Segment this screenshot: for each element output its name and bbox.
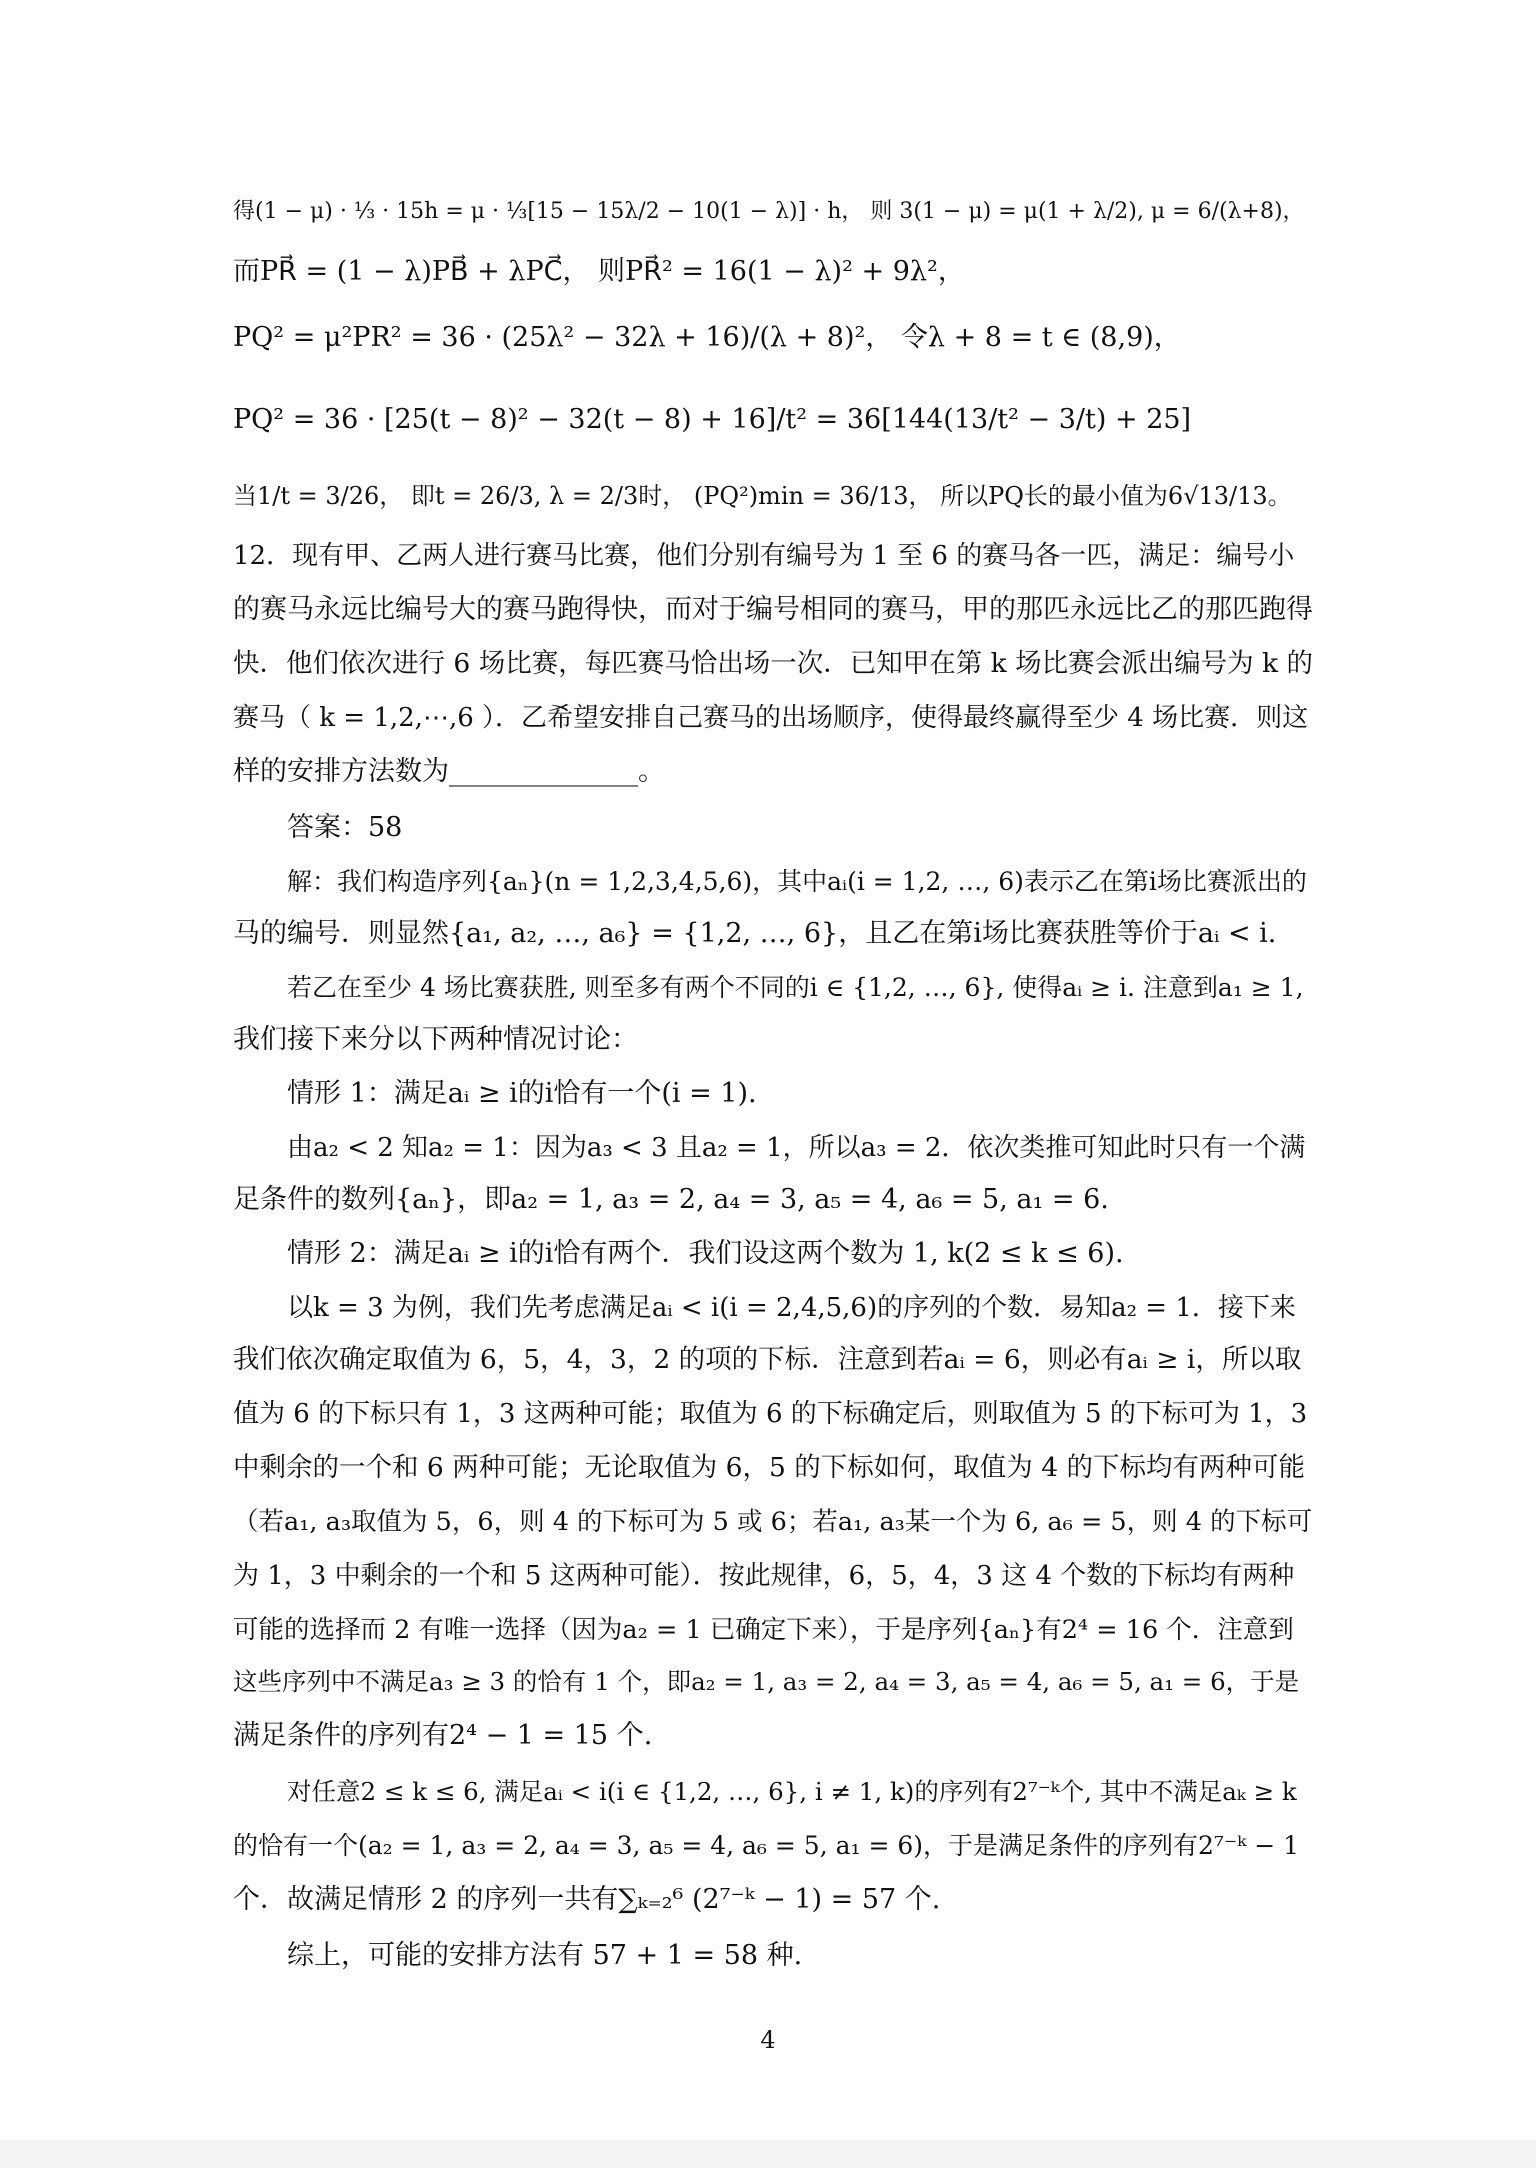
text-line: 满足条件的序列有2⁴ − 1 = 15 个.	[233, 1720, 653, 1751]
text-line: 的恰有一个(a₂ = 1, a₃ = 2, a₄ = 3, a₅ = 4, a₆ = 5, a₁ = 6)，于是满足条件的序列有2⁷⁻ᵏ − 1	[233, 1831, 1300, 1860]
text-line: 样的安排方法数为______________。	[233, 756, 665, 787]
scan-bottom-strip	[0, 2140, 1536, 2168]
text-line: PQ² = μ²PR² = 36 · (25λ² − 32λ + 16)/(λ + 8)²， 令λ + 8 = t ∈ (8,9)，	[233, 322, 1181, 353]
text-line: 我们接下来分以下两种情况讨论：	[233, 1024, 638, 1055]
text-line: 当1/t = 3/26， 即t = 26/3, λ = 2/3时， (PQ²)min = 36/13， 所以PQ长的最小值为6√13/13。	[233, 482, 1292, 510]
text-line: 足条件的数列{aₙ}，即a₂ = 1, a₃ = 2, a₄ = 3, a₅ = 4, a₆ = 5, a₁ = 6.	[233, 1184, 1109, 1215]
text-line: 个．故满足情形 2 的序列一共有∑ₖ₌₂⁶ (2⁷⁻ᵏ − 1) = 57 个.	[233, 1884, 941, 1915]
page-number: 4	[760, 2026, 776, 2054]
text-line: 12．现有甲、乙两人进行赛马比赛，他们分别有编号为 1 至 6 的赛马各一匹，满足：编号小	[233, 541, 1295, 571]
text-line: 我们依次确定取值为 6，5，4，3，2 的项的下标．注意到若aᵢ = 6，则必有aᵢ ≥ i，所以取	[233, 1344, 1302, 1375]
text-line: 情形 2：满足aᵢ ≥ i的i恰有两个．我们设这两个数为 1, k(2 ≤ k ≤ 6).	[287, 1238, 1124, 1269]
text-line: 答案：58	[287, 812, 403, 843]
text-line: 综上，可能的安排方法有 57 + 1 = 58 种.	[287, 1940, 803, 1971]
text-line: 赛马（ k = 1,2,⋯,6 ）．乙希望安排自己赛马的出场顺序，使得最终赢得至少 4 场比赛．则这	[233, 703, 1309, 733]
text-line: 可能的选择而 2 有唯一选择（因为a₂ = 1 已确定下来），于是序列{aₙ}有2⁴ = 16 个．注意到	[233, 1615, 1294, 1645]
text-line: （若a₁, a₃取值为 5，6，则 4 的下标可为 5 或 6；若a₁, a₃某一个为 6, a₆ = 5，则 4 的下标可	[233, 1507, 1313, 1537]
text-line: 若乙在至少 4 场比赛获胜, 则至多有两个不同的i ∈ {1,2, …, 6}, 使得aᵢ ≥ i. 注意到a₁ ≥ 1,	[287, 973, 1304, 1002]
text-line: 这些序列中不满足a₃ ≥ 3 的恰有 1 个，即a₂ = 1, a₃ = 2, a₄ = 3, a₅ = 4, a₆ = 5, a₁ = 6，于是	[233, 1667, 1300, 1696]
text-line: 为 1，3 中剩余的一个和 5 这两种可能）．按此规律，6，5，4，3 这 4 个数的下标均有两种	[233, 1561, 1295, 1591]
text-line: 解：我们构造序列{aₙ}(n = 1,2,3,4,5,6)，其中aᵢ(i = 1,2, …, 6)表示乙在第i场比赛派出的	[287, 867, 1307, 896]
text-line: 由a₂ < 2 知a₂ = 1：因为a₃ < 3 且a₂ = 1，所以a₃ = 2．依次类推可知此时只有一个满	[287, 1133, 1306, 1163]
text-line: 值为 6 的下标只有 1，3 这两种可能；取值为 6 的下标确定后，则取值为 5 的下标可为 1，3	[233, 1399, 1308, 1429]
text-line: PQ² = 36 · [25(t − 8)² − 32(t − 8) + 16]/t² = 36[144(13/t² − 3/t) + 25]	[233, 404, 1192, 435]
text-line: 的赛马永远比编号大的赛马跑得快，而对于编号相同的赛马，甲的那匹永远比乙的那匹跑得	[233, 594, 1313, 625]
text-line: 而PR⃗ = (1 − λ)PB⃗ + λPC⃗， 则PR⃗² = 16(1 − λ)² + 9λ²，	[233, 256, 965, 287]
text-line: 快．他们依次进行 6 场比赛，每匹赛马恰出场一次．已知甲在第 k 场比赛会派出编号为 k 的	[233, 648, 1314, 679]
text-line: 马的编号．则显然{a₁, a₂, …, a₆} = {1,2, …, 6}，且乙在第i场比赛获胜等价于aᵢ < i.	[233, 918, 1277, 949]
text-line: 中剩余的一个和 6 两种可能；无论取值为 6，5 的下标如何，取值为 4 的下标均有两种可能	[233, 1452, 1305, 1483]
text-line: 以k = 3 为例，我们先考虑满足aᵢ < i(i = 2,4,5,6)的序列的个数．易知a₂ = 1．接下来	[287, 1293, 1296, 1323]
text-line: 情形 1：满足aᵢ ≥ i的i恰有一个(i = 1).	[287, 1078, 757, 1109]
text-line: 对任意2 ≤ k ≤ 6, 满足aᵢ < i(i ∈ {1,2, …, 6}, i ≠ 1, k)的序列有2⁷⁻ᵏ个, 其中不满足aₖ ≥ k	[287, 1777, 1297, 1806]
text-line: 得(1 − μ) · ⅓ · 15h = μ · ⅓[15 − 15λ/2 − 10(1 − λ)] · h， 则 3(1 − μ) = μ(1 + λ/2), μ = 6/(λ+8)，	[233, 199, 1305, 224]
